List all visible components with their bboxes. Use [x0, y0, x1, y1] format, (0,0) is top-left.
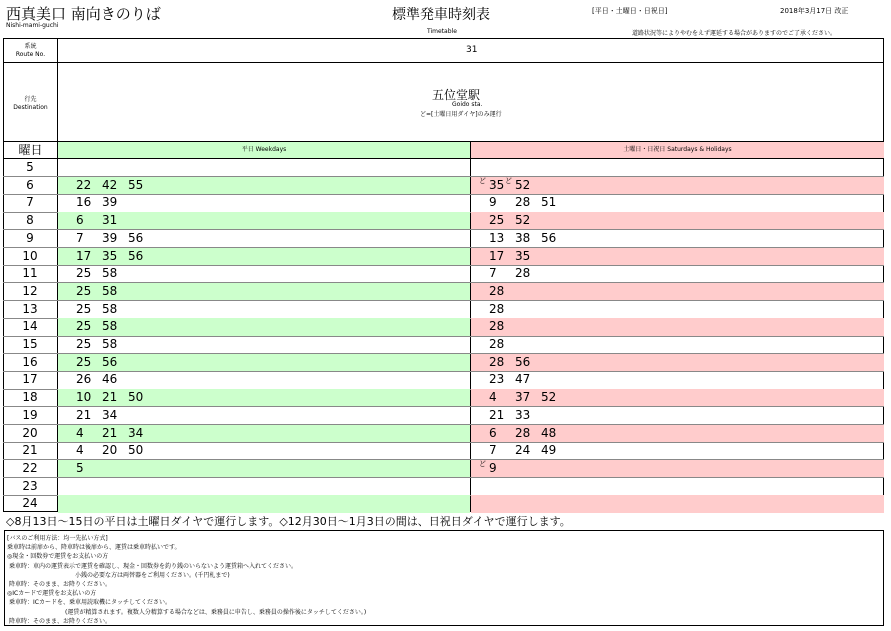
fare-info-line: [バスのご利用方法：均一先払い方式] — [7, 535, 108, 542]
departure-minute: 58 — [102, 319, 118, 334]
departure-minute: 50 — [128, 443, 144, 458]
table-row — [3, 460, 884, 478]
weekend-cell — [471, 283, 884, 301]
hour-cell: 17 — [22, 372, 38, 387]
departure-minute: 6 — [76, 213, 84, 228]
weekday-cell — [58, 354, 470, 372]
weekday-cell — [58, 336, 470, 354]
departure-minute: 25 — [76, 337, 92, 351]
table-row — [3, 478, 884, 496]
saturday-only-marker: ど — [479, 176, 486, 185]
route-number: 31 — [466, 45, 478, 55]
fare-info-line: 乗車時：ICカードを、乗車用読取機にタッチしてください。 — [9, 599, 171, 607]
departure-minute: 6 — [489, 425, 497, 440]
table-row — [3, 230, 884, 248]
weekend-cell — [471, 230, 884, 248]
table-row — [3, 425, 884, 443]
departure-minute: 16 — [76, 195, 92, 210]
page-title: 標準発車時刻表 — [392, 7, 490, 23]
weekend-cell — [471, 371, 884, 389]
departure-minute: 34 — [102, 407, 118, 422]
table-row — [3, 265, 884, 283]
weekday-cell — [58, 460, 470, 478]
table-row — [3, 371, 884, 389]
table-row — [3, 389, 884, 407]
table-row — [3, 283, 884, 301]
departure-minute: 46 — [102, 372, 118, 387]
departure-minute: 39 — [102, 230, 118, 245]
table-row — [3, 301, 884, 319]
weekend-cell — [471, 301, 884, 319]
hour-cell: 24 — [22, 496, 38, 511]
departure-minute: 21 — [102, 390, 118, 405]
departure-minute: 52 — [515, 213, 531, 228]
departure-minute: 7 — [489, 443, 497, 458]
weekday-cell — [58, 318, 470, 336]
weekday-cell — [58, 230, 470, 248]
weekend-cell — [471, 177, 884, 195]
fare-info-line: 乗車時：車内の運賃表示で運賃を確認し、現金・回数券を釣り銭のいらないよう運賃箱へ入れてください。 — [9, 562, 298, 570]
departure-minute: 35 — [102, 248, 118, 263]
revision-date: 2018年3月17日 改正 — [780, 7, 849, 15]
hour-cell: 16 — [22, 354, 38, 369]
destination-note: ど=[土曜日用ダイヤ]のみ運行 — [420, 111, 502, 118]
table-row — [3, 442, 884, 460]
departure-minute: 56 — [515, 354, 531, 369]
fare-info-line: 降車時：そのまま、お降りください。 — [9, 617, 112, 625]
table-row — [3, 318, 884, 336]
departure-minute: 52 — [541, 390, 557, 405]
hour-cell: 7 — [26, 195, 34, 210]
page-subtitle: Timetable — [427, 28, 457, 35]
departure-minute: 25 — [76, 266, 92, 281]
departure-minute: 42 — [102, 177, 118, 192]
departure-minute: 35 — [515, 248, 531, 263]
weekday-cell — [58, 212, 470, 230]
departure-minute: 13 — [489, 230, 505, 245]
departure-minute: 51 — [541, 195, 557, 210]
fare-info-line: (運賃が精算されます。複数人分精算する場合などは、乗務員に申告し、乗務員の操作後にタッチしてください。) — [65, 608, 367, 616]
departure-minute: 21 — [76, 407, 92, 422]
departure-minute: 21 — [489, 407, 505, 422]
weekday-cell — [58, 425, 470, 443]
weekday-column-header: 平日 Weekdays — [58, 142, 470, 158]
weekday-cell — [58, 442, 470, 460]
hour-cell: 12 — [22, 283, 38, 298]
departure-minute: 4 — [76, 425, 84, 440]
destination-name: 五位堂駅 — [432, 88, 481, 102]
weekday-cell — [58, 248, 470, 266]
weekend-cell — [471, 460, 884, 478]
hour-cell: 10 — [22, 248, 38, 263]
departure-minute: 33 — [515, 407, 531, 422]
departure-minute: 50 — [128, 390, 144, 405]
stop-romaji: Nishi-mami-guchi — [6, 22, 59, 29]
weekday-cell — [58, 407, 470, 425]
table-row — [3, 159, 884, 177]
departure-minute: 9 — [489, 195, 497, 210]
hour-cell: 11 — [22, 266, 38, 281]
table-row — [3, 194, 884, 212]
hour-cell: 22 — [22, 460, 38, 475]
divider — [3, 62, 884, 63]
departure-minute: 58 — [102, 301, 118, 316]
departure-minute: 10 — [76, 390, 92, 405]
weekday-cell — [58, 495, 470, 513]
departure-minute: 28 — [515, 425, 531, 440]
departure-minute: 52 — [515, 177, 531, 192]
fare-info-line: 小銭の必要な方は両替器をご利用ください。(千円札まで) — [75, 571, 230, 579]
departure-minute: 56 — [128, 230, 144, 245]
departure-minute: 25 — [76, 301, 92, 316]
departure-minute: 5 — [76, 460, 84, 475]
weekend-column-header: 土曜日・日祝日 Saturdays & Holidays — [471, 142, 884, 158]
weekend-cell — [471, 194, 884, 212]
weekday-cell — [58, 301, 470, 319]
departure-minute: 28 — [489, 354, 505, 369]
hour-cell: 21 — [22, 443, 38, 458]
weekend-cell — [471, 425, 884, 443]
hour-cell: 20 — [22, 425, 38, 440]
table-row — [3, 354, 884, 372]
departure-minute: 21 — [102, 425, 118, 440]
departure-minute: 17 — [76, 248, 92, 263]
table-row — [3, 177, 884, 195]
weekday-cell — [58, 478, 470, 496]
departure-minute: 23 — [489, 372, 505, 387]
departure-minute: 56 — [128, 248, 144, 263]
hour-cell: 9 — [26, 230, 34, 245]
departure-minute: 17 — [489, 248, 505, 263]
route-label: 系統 Route No. — [15, 43, 46, 58]
weekend-cell — [471, 248, 884, 266]
departure-minute: 25 — [76, 354, 92, 369]
hour-cell: 6 — [26, 177, 34, 192]
hour-cell: 18 — [22, 390, 38, 405]
weekday-cell — [58, 283, 470, 301]
weekend-cell — [471, 354, 884, 372]
hour-cell: 8 — [26, 213, 34, 228]
weekend-cell — [471, 442, 884, 460]
departure-minute: 38 — [515, 230, 531, 245]
departure-minute: 28 — [515, 195, 531, 210]
departure-minute: 25 — [76, 283, 92, 298]
hour-cell: 5 — [26, 160, 34, 174]
calendar-footnote: ◇8月13日～15日の平日は土曜日ダイヤで運行します。◇12月30日～1月3日の間は、日祝日ダイヤで運行します。 — [6, 515, 571, 528]
departure-minute: 4 — [489, 390, 497, 405]
weekend-cell — [471, 495, 884, 513]
weekend-cell — [471, 265, 884, 283]
weekday-cell — [58, 194, 470, 212]
departure-minute: 39 — [102, 195, 118, 210]
departure-minute: 25 — [489, 213, 505, 228]
saturday-only-marker: ど — [505, 176, 512, 185]
table-row — [3, 495, 884, 513]
delay-notice: 道路状況等によりやむをえず運延する場合がありますのでご了承ください。 — [632, 30, 837, 37]
weekend-cell — [471, 478, 884, 496]
hour-cell: 19 — [22, 407, 38, 422]
hour-cell: 13 — [22, 301, 38, 316]
departure-minute: 56 — [102, 354, 118, 369]
weekday-cell — [58, 159, 470, 177]
departure-minute: 56 — [541, 230, 557, 245]
destination-name-en: Goido sta. — [452, 101, 483, 108]
departure-minute: 7 — [76, 230, 84, 245]
weekend-cell — [471, 318, 884, 336]
departure-minute: 49 — [541, 443, 557, 458]
departure-minute: 26 — [76, 372, 92, 387]
weekday-cell — [58, 177, 470, 195]
departure-minute: 58 — [102, 283, 118, 298]
hour-cell: 15 — [22, 337, 38, 351]
departure-minute: 4 — [76, 443, 84, 458]
departure-minute: 24 — [515, 443, 531, 458]
departure-minute: 22 — [76, 177, 92, 192]
departure-minute: 28 — [489, 301, 505, 316]
departure-minute: 28 — [515, 266, 531, 281]
weekday-cell — [58, 371, 470, 389]
table-row — [3, 248, 884, 266]
departure-minute: 28 — [489, 337, 505, 351]
departure-minute: 55 — [128, 177, 144, 192]
table-row — [3, 212, 884, 230]
fare-info-box — [4, 530, 884, 626]
departure-minute: 37 — [515, 390, 531, 405]
departure-minute: 34 — [128, 425, 144, 440]
saturday-only-marker: ど — [479, 459, 486, 468]
table-row — [3, 407, 884, 425]
destination-label: 行先 Destination — [13, 96, 48, 111]
weekend-cell — [471, 159, 884, 177]
departure-minute: 31 — [102, 213, 118, 228]
fare-info-line: ◎現金・回数券で運賃をお支払いの方 — [7, 553, 109, 561]
weekday-cell — [58, 265, 470, 283]
weekend-cell — [471, 407, 884, 425]
fare-info-line: 降車時：そのまま、お降りください。 — [9, 581, 112, 588]
departure-minute: 28 — [489, 283, 505, 298]
weekend-cell — [471, 389, 884, 407]
departure-minute: 47 — [515, 372, 531, 387]
hour-cell: 23 — [22, 478, 38, 493]
weekend-cell — [471, 212, 884, 230]
day-types: [平日・土曜日・日祝日] — [592, 7, 668, 15]
departure-minute: 48 — [541, 425, 557, 440]
departure-minute: 28 — [489, 319, 505, 334]
departure-minute: 20 — [102, 443, 118, 458]
fare-info-line: 乗車時は前扉から、降車時は後扉から、運賃は乗車時払いです。 — [7, 544, 181, 552]
weekday-cell — [58, 389, 470, 407]
weekend-cell — [471, 336, 884, 354]
departure-minute: 9 — [489, 460, 497, 475]
hour-cell: 14 — [22, 319, 38, 334]
departure-minute: 58 — [102, 266, 118, 281]
departure-minute: 58 — [102, 337, 118, 351]
departure-minute: 35 — [489, 177, 505, 192]
hour-column-header: 曜日 — [18, 143, 43, 157]
departure-minute: 7 — [489, 266, 497, 281]
fare-info-line: ◎ICカードで運賃をお支払いの方 — [7, 590, 97, 598]
table-row — [3, 336, 884, 354]
stop-name: 西真美口 南向きのりば — [6, 5, 161, 23]
departure-minute: 25 — [76, 319, 92, 334]
